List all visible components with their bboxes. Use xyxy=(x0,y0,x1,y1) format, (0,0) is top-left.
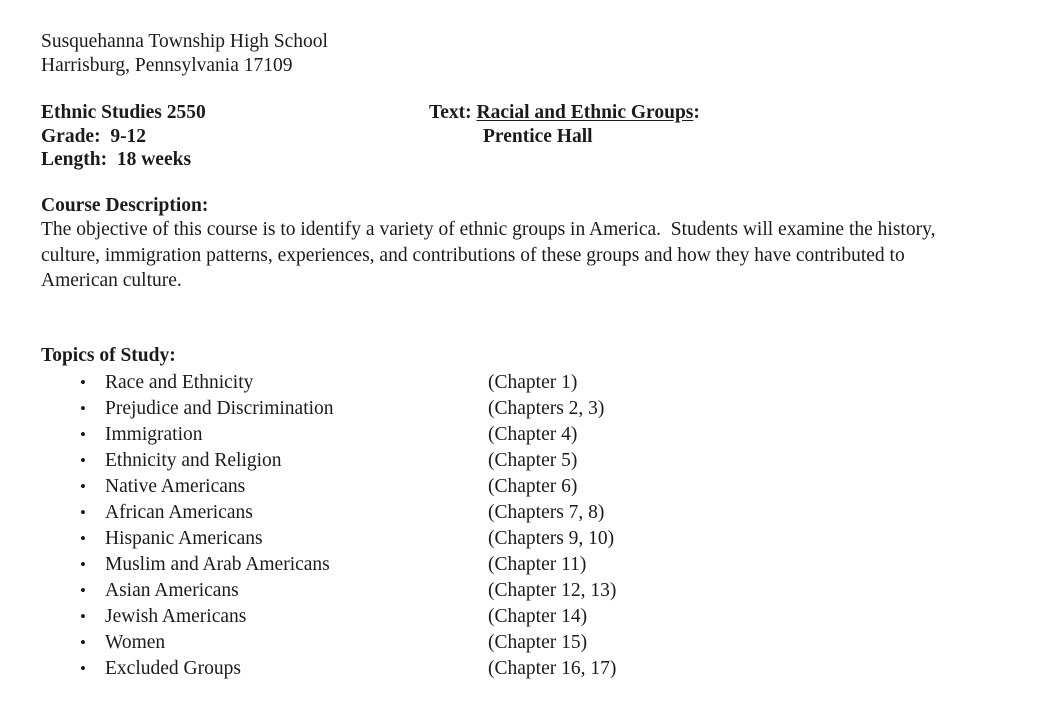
textbook-label: Text: xyxy=(429,102,477,123)
bullet-icon: • xyxy=(80,399,86,418)
topics-of-study-block xyxy=(41,344,1022,683)
bullet-icon: • xyxy=(80,555,86,574)
topic-chapter-reference: (Chapter 12, 13) xyxy=(488,580,617,601)
topic-chapter-reference: (Chapter 14) xyxy=(488,606,588,627)
bullet-icon: • xyxy=(80,425,86,444)
topics-of-study-heading: Topics of Study: xyxy=(41,344,176,366)
bullet-icon: • xyxy=(80,529,86,548)
course-description-block xyxy=(41,194,1022,294)
topic-chapter-reference: (Chapter 11) xyxy=(488,554,587,575)
school-location: Harrisburg, Pennsylvania 17109 xyxy=(41,54,293,76)
list-item xyxy=(41,396,1022,422)
list-item xyxy=(41,370,1022,396)
topic-chapter-reference: (Chapter 16, 17) xyxy=(488,658,617,679)
topic-name: Excluded Groups xyxy=(105,658,241,679)
topics-list xyxy=(41,370,1022,682)
topic-chapter-reference: (Chapters 9, 10) xyxy=(488,528,615,549)
list-item xyxy=(41,552,1022,578)
topic-chapter-reference: (Chapters 7, 8) xyxy=(488,502,605,523)
school-header xyxy=(41,30,1022,77)
course-length: Length: 18 weeks xyxy=(41,149,192,170)
topic-name: Jewish Americans xyxy=(105,606,247,627)
course-grade: Grade: 9-12 xyxy=(41,125,147,147)
bullet-icon: • xyxy=(80,503,86,522)
topic-name: Muslim and Arab Americans xyxy=(105,554,330,575)
course-meta-block xyxy=(41,101,1022,172)
topic-chapter-reference: (Chapter 6) xyxy=(488,476,578,497)
textbook-publisher: Prentice Hall xyxy=(483,125,593,147)
topic-name: Immigration xyxy=(105,424,203,445)
course-title: Ethnic Studies 2550 xyxy=(41,102,206,123)
topic-name: African Americans xyxy=(105,502,253,523)
list-item xyxy=(41,604,1022,630)
topic-name: Race and Ethnicity xyxy=(105,372,254,393)
topic-name: Prejudice and Discrimination xyxy=(105,398,334,419)
list-item xyxy=(41,500,1022,526)
topic-name: Asian Americans xyxy=(105,580,239,601)
topic-name: Women xyxy=(105,632,166,653)
list-item xyxy=(41,474,1022,500)
textbook-title: Racial and Ethnic Groups xyxy=(476,102,694,123)
bullet-icon: • xyxy=(80,607,86,626)
list-item xyxy=(41,422,1022,448)
list-item xyxy=(41,656,1022,682)
list-item xyxy=(41,630,1022,656)
course-meta-right xyxy=(429,101,700,148)
bullet-icon: • xyxy=(80,633,86,652)
list-item xyxy=(41,578,1022,604)
textbook-line xyxy=(429,101,700,125)
topic-chapter-reference: (Chapter 15) xyxy=(488,632,588,653)
topic-name: Hispanic Americans xyxy=(105,528,263,549)
topic-name: Native Americans xyxy=(105,476,246,497)
bullet-icon: • xyxy=(80,373,86,392)
topic-chapter-reference: (Chapter 4) xyxy=(488,424,578,445)
topic-chapter-reference: (Chapter 1) xyxy=(488,372,578,393)
bullet-icon: • xyxy=(80,659,86,678)
course-description-body: The objective of this course is to identify a variety of ethnic groups in America. Students will examine the history, culture, immigration patterns, experiences, and contributions of these groups and how they have contributed to American culture. xyxy=(41,219,941,291)
bullet-icon: • xyxy=(80,581,86,600)
topic-name: Ethnicity and Religion xyxy=(105,450,282,471)
textbook-title-suffix: : xyxy=(693,102,700,123)
topic-chapter-reference: (Chapters 2, 3) xyxy=(488,398,605,419)
course-description-heading: Course Description: xyxy=(41,194,209,216)
bullet-icon: • xyxy=(80,451,86,470)
topic-chapter-reference: (Chapter 5) xyxy=(488,450,578,471)
list-item xyxy=(41,448,1022,474)
school-name: Susquehanna Township High School xyxy=(41,31,328,52)
list-item xyxy=(41,526,1022,552)
bullet-icon: • xyxy=(80,477,86,496)
